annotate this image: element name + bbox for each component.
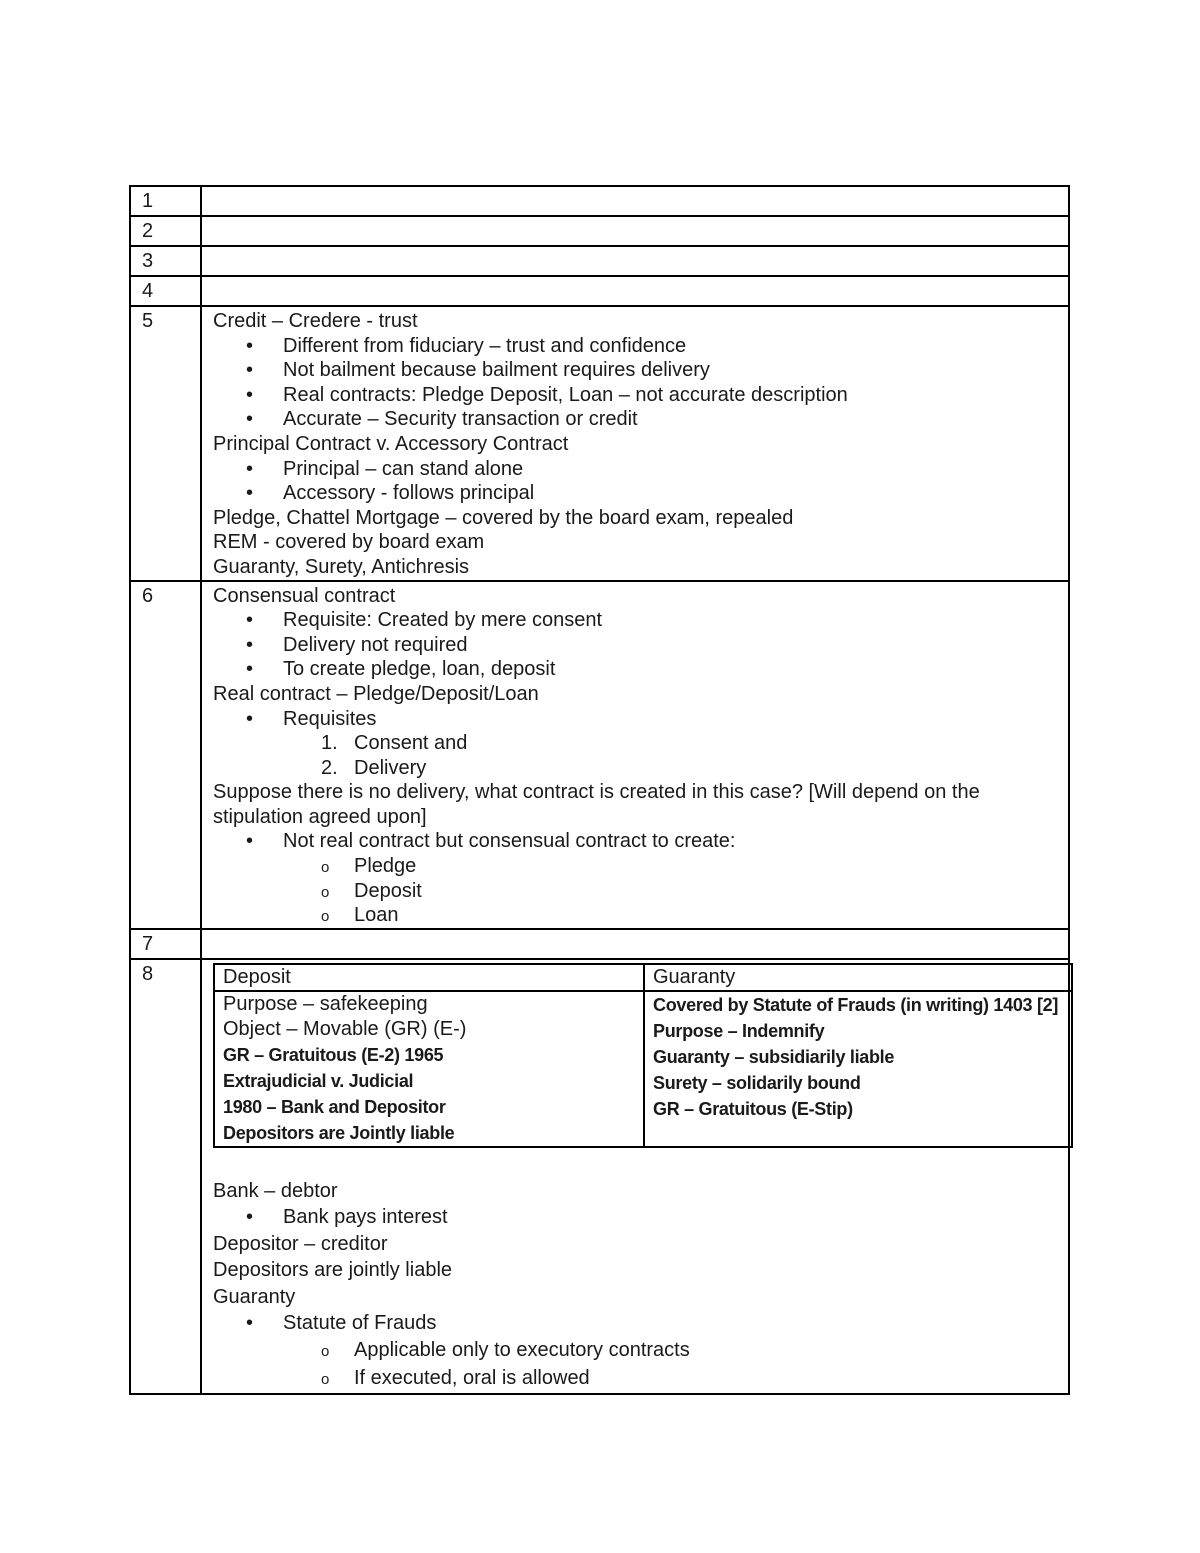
row-8-notes bbox=[213, 1178, 1060, 1394]
number-marker: 1. bbox=[321, 732, 338, 755]
row-number: 5 bbox=[130, 306, 201, 581]
sub-bullet-item: o If executed, oral is allowed bbox=[213, 1363, 1060, 1393]
numbered-item bbox=[213, 756, 1060, 781]
row-number: 7 bbox=[130, 929, 201, 959]
bullet-item: • Accessory - follows principal bbox=[213, 481, 1060, 506]
cell-line: Purpose – safekeeping bbox=[223, 992, 428, 1015]
bullet-item: • To create pledge, loan, deposit bbox=[213, 657, 1060, 682]
bullet-item: • Not real contract but consensual contract to create: bbox=[213, 829, 1060, 854]
text-line: Consensual contract bbox=[213, 584, 396, 607]
column-header-deposit: Deposit bbox=[214, 964, 644, 991]
text-line: Bank – debtor bbox=[213, 1179, 338, 1202]
table-row bbox=[130, 929, 1069, 959]
text-line: Real contract – Pledge/Deposit/Loan bbox=[213, 682, 539, 705]
cell-line: Object – Movable (GR) (E-) bbox=[223, 1017, 467, 1040]
bullet-item: • Requisites bbox=[213, 707, 1060, 732]
table-row bbox=[130, 276, 1069, 306]
table-row bbox=[130, 959, 1069, 1395]
cell-line: Purpose – Indemnify bbox=[653, 1020, 825, 1041]
row-content bbox=[201, 246, 1069, 276]
numbered-item-text: Consent and bbox=[354, 732, 468, 755]
table-row bbox=[130, 246, 1069, 276]
row-content bbox=[201, 929, 1069, 959]
row-number: 3 bbox=[130, 246, 201, 276]
spacer bbox=[213, 1148, 1060, 1178]
text-paragraph: Suppose there is no delivery, what contract is created in this case? [Will depend on the stipulation agreed upon] bbox=[213, 781, 980, 828]
text-line: REM - covered by board exam bbox=[213, 531, 485, 554]
cell-line: Guaranty – subsidiarily liable bbox=[653, 1046, 895, 1067]
sub-bullet-item: o Deposit bbox=[213, 879, 1060, 904]
row-number: 6 bbox=[130, 581, 201, 929]
cell-line: GR – Gratuitous (E-2) 1965 bbox=[223, 1044, 444, 1065]
text-line: Depositors are jointly liable bbox=[213, 1259, 453, 1282]
numbered-item-text: Delivery bbox=[354, 756, 427, 779]
bullet-item: • Bank pays interest bbox=[213, 1204, 1060, 1231]
table-row bbox=[130, 186, 1069, 216]
row-number: 2 bbox=[130, 216, 201, 246]
deposit-cell bbox=[214, 991, 644, 1147]
row-content bbox=[201, 306, 1069, 581]
cell-line: Surety – solidarily bound bbox=[653, 1072, 861, 1093]
sub-bullet-item: o Loan bbox=[213, 903, 1060, 928]
bullet-item: • Principal – can stand alone bbox=[213, 457, 1060, 482]
table-row bbox=[130, 216, 1069, 246]
comparison-table bbox=[213, 963, 1073, 1148]
text-line: Guaranty, Surety, Antichresis bbox=[213, 555, 470, 578]
bullet-item: • Different from fiduciary – trust and confidence bbox=[213, 334, 1060, 359]
numbered-item bbox=[213, 731, 1060, 756]
row-content bbox=[201, 959, 1069, 1395]
cell-line: GR – Gratuitous (E-Stip) bbox=[653, 1098, 853, 1119]
row-content bbox=[201, 581, 1069, 929]
text-line: Principal Contract v. Accessory Contract bbox=[213, 432, 569, 455]
number-marker: 2. bbox=[321, 756, 338, 779]
notes-table bbox=[129, 185, 1070, 1395]
row-number: 4 bbox=[130, 276, 201, 306]
column-header-guaranty: Guaranty bbox=[644, 964, 1072, 991]
cell-line: Depositors are Jointly liable bbox=[223, 1122, 455, 1143]
bullet-item: • Requisite: Created by mere consent bbox=[213, 608, 1060, 633]
text-line: Guaranty bbox=[213, 1285, 296, 1308]
row-number: 1 bbox=[130, 186, 201, 216]
row-number: 8 bbox=[130, 959, 201, 1395]
cell-line: Extrajudicial v. Judicial bbox=[223, 1070, 414, 1091]
comparison-header-row bbox=[214, 964, 1072, 991]
bullet-item: • Delivery not required bbox=[213, 633, 1060, 658]
cell-line: 1980 – Bank and Depositor bbox=[223, 1096, 446, 1117]
row-content bbox=[201, 276, 1069, 306]
guaranty-cell bbox=[644, 991, 1072, 1147]
text-line: Credit – Credere - trust bbox=[213, 310, 418, 332]
bullet-item: • Accurate – Security transaction or credit bbox=[213, 407, 1060, 432]
comparison-body-row bbox=[214, 991, 1072, 1147]
table-row bbox=[130, 306, 1069, 581]
row-content bbox=[201, 186, 1069, 216]
table-row bbox=[130, 581, 1069, 929]
sub-bullet-item: o Applicable only to executory contracts bbox=[213, 1337, 1060, 1364]
row-content bbox=[201, 216, 1069, 246]
text-line: Pledge, Chattel Mortgage – covered by the board exam, repealed bbox=[213, 506, 794, 529]
cell-line: Covered by Statute of Frauds (in writing) 1403 [2] bbox=[653, 994, 1059, 1015]
text-line: Depositor – creditor bbox=[213, 1232, 388, 1255]
bullet-item: • Real contracts: Pledge Deposit, Loan – not accurate description bbox=[213, 383, 1060, 408]
bullet-item: • Not bailment because bailment requires delivery bbox=[213, 358, 1060, 383]
bullet-item: • Statute of Frauds bbox=[213, 1310, 1060, 1337]
sub-bullet-item: o Pledge bbox=[213, 854, 1060, 879]
